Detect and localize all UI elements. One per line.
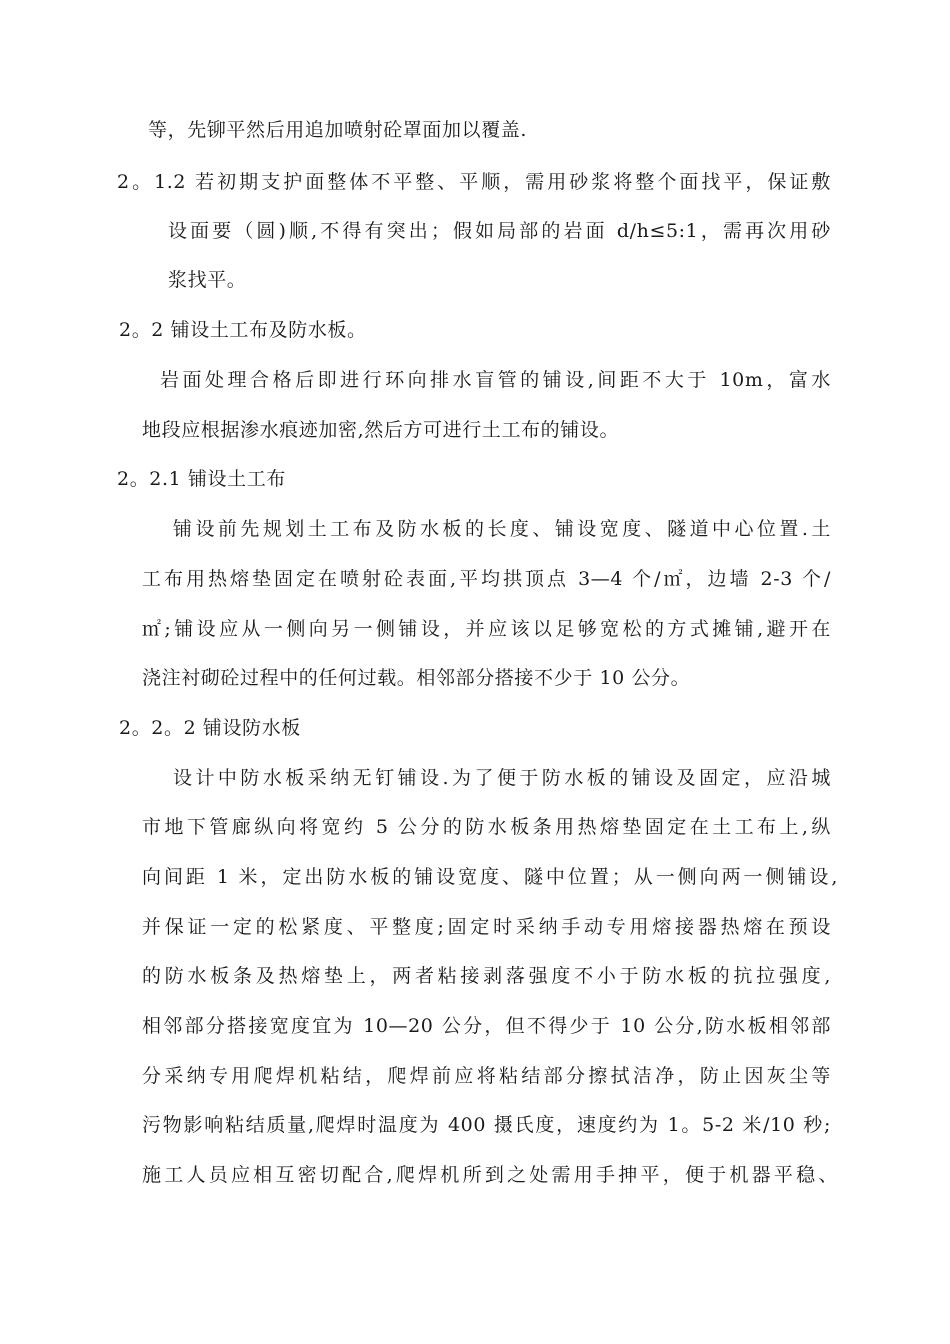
section-heading-2-1-2: 2。1.2 若初期支护面整体不平整、平顺，需用砂浆将整个面找平，保证敷 bbox=[117, 171, 831, 193]
text-line: 污物影响粘结质量,爬焊时温度为 400 摄氏度，速度约为 1。5-2 米/10 秒; bbox=[142, 1114, 831, 1136]
section-heading-2-2-1: 2。2.1 铺设土工布 bbox=[117, 468, 286, 490]
text-line: 施工人员应相互密切配合,爬焊机所到之处需用手抻平，便于机器平稳、 bbox=[142, 1164, 838, 1186]
text-line: 分采纳专用爬焊机粘结，爬焊前应将粘结部分擦拭洁净，防止因灰尘等 bbox=[142, 1065, 831, 1087]
text-line: 相邻部分搭接宽度宜为 10—20 公分，但不得少于 10 公分,防水板相邻部 bbox=[142, 1015, 831, 1037]
text-line: 并保证一定的松紧度、平整度;固定时采纳手动专用熔接器热熔在预设 bbox=[142, 916, 831, 938]
text-line: 地段应根据渗水痕迹加密,然后方可进行土工布的铺设。 bbox=[142, 419, 620, 441]
text-line: 工布用热熔垫固定在喷射砼表面,平均拱顶点 3—4 个/㎡，边墙 2-3 个/ bbox=[142, 568, 831, 590]
section-heading-2-2-2: 2。2。2 铺设防水板 bbox=[119, 717, 301, 739]
text-line: 设计中防水板采纳无钉铺设.为了便于防水板的铺设及固定，应沿城 bbox=[173, 767, 831, 789]
text-line: 岩面处理合格后即进行环向排水盲管的铺设,间距不大于 10m，富水 bbox=[160, 369, 831, 391]
text-line: 的防水板条及热熔垫上，两者粘接剥落强度不小于防水板的抗拉强度, bbox=[142, 965, 831, 987]
text-line: 铺设前先规划土工布及防水板的长度、铺设宽度、隧道中心位置.土 bbox=[173, 518, 831, 540]
text-line: 市地下管廊纵向将宽约 5 公分的防水板条用热熔垫固定在土工布上,纵 bbox=[142, 816, 831, 838]
text-line: 向间距 1 米，定出防水板的铺设宽度、隧中位置；从一侧向两一侧铺设, bbox=[142, 866, 838, 888]
text-line: 等，先铆平然后用追加喷射砼罩面加以覆盖. bbox=[148, 119, 528, 141]
section-heading-2-2: 2。2 铺设土工布及防水板。 bbox=[119, 319, 367, 341]
text-line: 浆找平。 bbox=[168, 269, 247, 291]
text-line: 浇注衬砌砼过程中的任何过载。相邻部分搭接不少于 10 公分。 bbox=[142, 667, 691, 689]
text-line: 设面要（圆)顺,不得有突出；假如局部的岩面 d/h≤5:1，需再次用砂 bbox=[168, 220, 831, 242]
text-line: ㎡;铺设应从一侧向另一侧铺设，并应该以足够宽松的方式摊铺,避开在 bbox=[142, 618, 831, 640]
